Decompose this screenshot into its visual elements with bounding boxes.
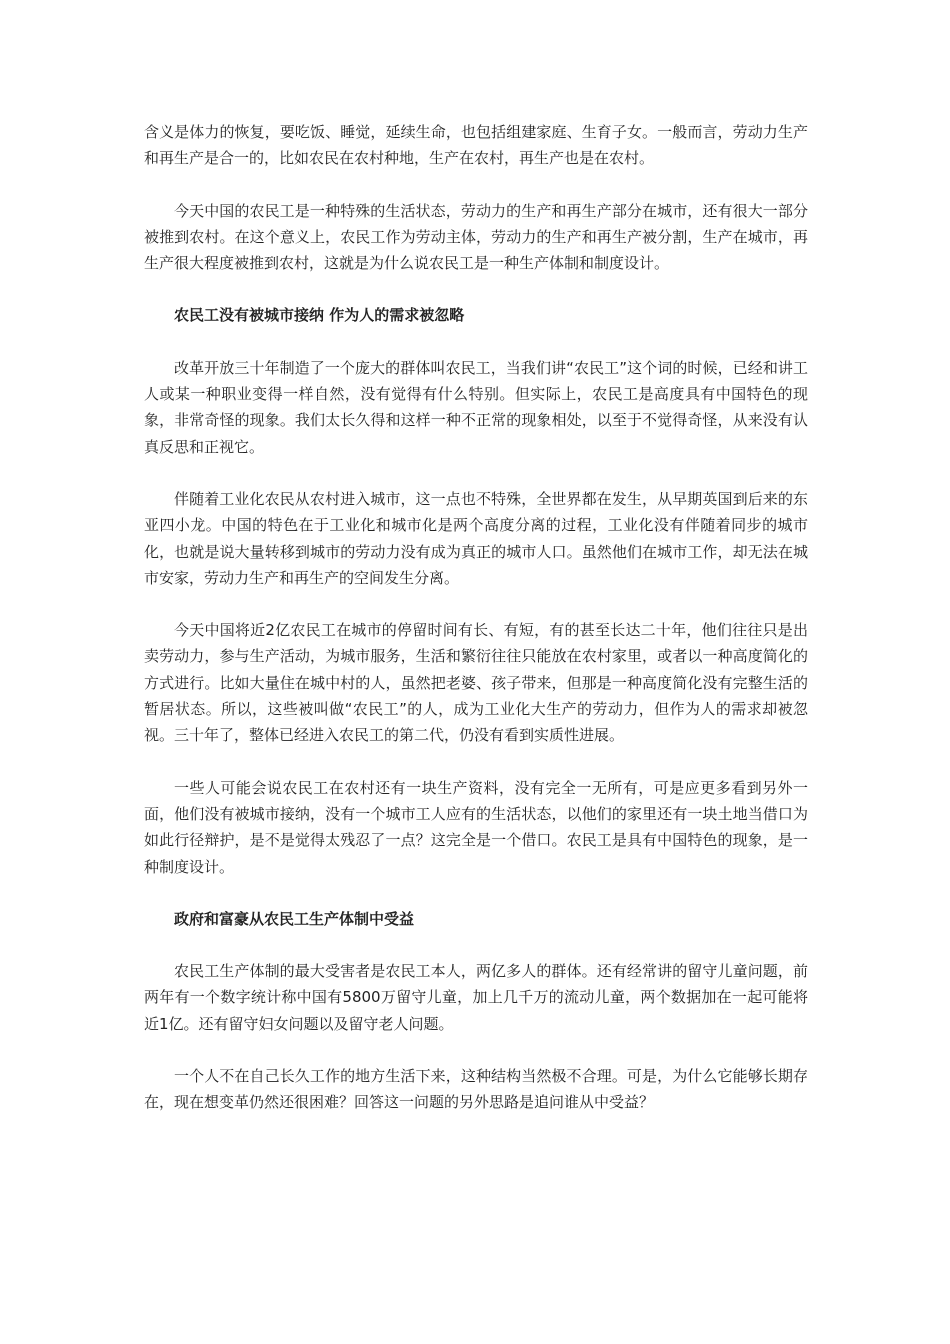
paragraph: 一些人可能会说农民工在农村还有一块生产资料，没有完全一无所有，可是应更多看到另外一面，他们没有被城市接纳，没有一个城市工人应有的生活状态，以他们的家里还有一块土地当借口为如此行径辩护，是不是觉得太残忍了一点？这完全是一个借口。农民工是具有中国特色的现象，是一种制度设计。 bbox=[144, 778, 808, 876]
section-heading: 农民工没有被城市接纳 作为人的需求被忽略 bbox=[174, 306, 465, 325]
paragraph: 农民工生产体制的最大受害者是农民工本人，两亿多人的群体。还有经常讲的留守儿童问题，前两年有一个数字统计称中国有5800万留守儿童，加上几千万的流动儿童，两个数据加在一起可能将近1亿。还有留守妇女问题以及留守老人问题。 bbox=[144, 962, 808, 1033]
paragraph: 今天中国的农民工是一种特殊的生活状态，劳动力的生产和再生产部分在城市，还有很大一部分被推到农村。在这个意义上，农民工作为劳动主体，劳动力的生产和再生产被分割，生产在城市，再生产很大程度被推到农村，这就是为什么说农民工是一种生产体制和制度设计。 bbox=[144, 201, 808, 273]
paragraph: 伴随着工业化农民从农村进入城市，这一点也不特殊，全世界都在发生，从早期英国到后来的东亚四小龙。中国的特色在于工业化和城市化是两个高度分离的过程，工业化没有伴随着同步的城市化，也就是说大量转移到城市的劳动力没有成为真正的城市人口。虽然他们在城市工作，却无法在城市安家，劳动力生产和再生产的空间发生分离。 bbox=[144, 489, 808, 587]
paragraph: 改革开放三十年制造了一个庞大的群体叫农民工，当我们讲“农民工”这个词的时候，已经和讲工人或某一种职业变得一样自然，没有觉得有什么特别。但实际上，农民工是高度具有中国特色的现象，非常奇怪的现象。我们太长久得和这样一种不正常的现象相处，以至于不觉得奇怪，从来没有认真反思和正视它。 bbox=[144, 358, 808, 456]
document-body bbox=[144, 119, 808, 1142]
paragraph: 今天中国将近2亿农民工在城市的停留时间有长、有短，有的甚至长达二十年，他们往往只是出卖劳动力，参与生产活动，为城市服务，生活和繁衍往往只能放在农村家里，或者以一种高度简化的方式进行。比如大量住在城中村的人，虽然把老婆、孩子带来，但那是一种高度简化没有完整生活的暂居状态。所以，这些被叫做“农民工”的人，成为工业化大生产的劳动力，但作为人的需求却被忽视。三十年了，整体已经进入农民工的第二代，仍没有看到实质性进展。 bbox=[144, 621, 808, 745]
paragraph: 含义是体力的恢复，要吃饭、睡觉，延续生命，也包括组建家庭、生育子女。一般而言，劳动力生产和再生产是合一的，比如农民在农村种地，生产在农村，再生产也是在农村。 bbox=[144, 123, 808, 168]
section-heading: 政府和富豪从农民工生产体制中受益 bbox=[174, 909, 415, 928]
paragraph: 一个人不在自己长久工作的地方生活下来，这种结构当然极不合理。可是，为什么它能够长期存在，现在想变革仍然还很困难？回答这一问题的另外思路是追问谁从中受益？ bbox=[144, 1067, 808, 1112]
